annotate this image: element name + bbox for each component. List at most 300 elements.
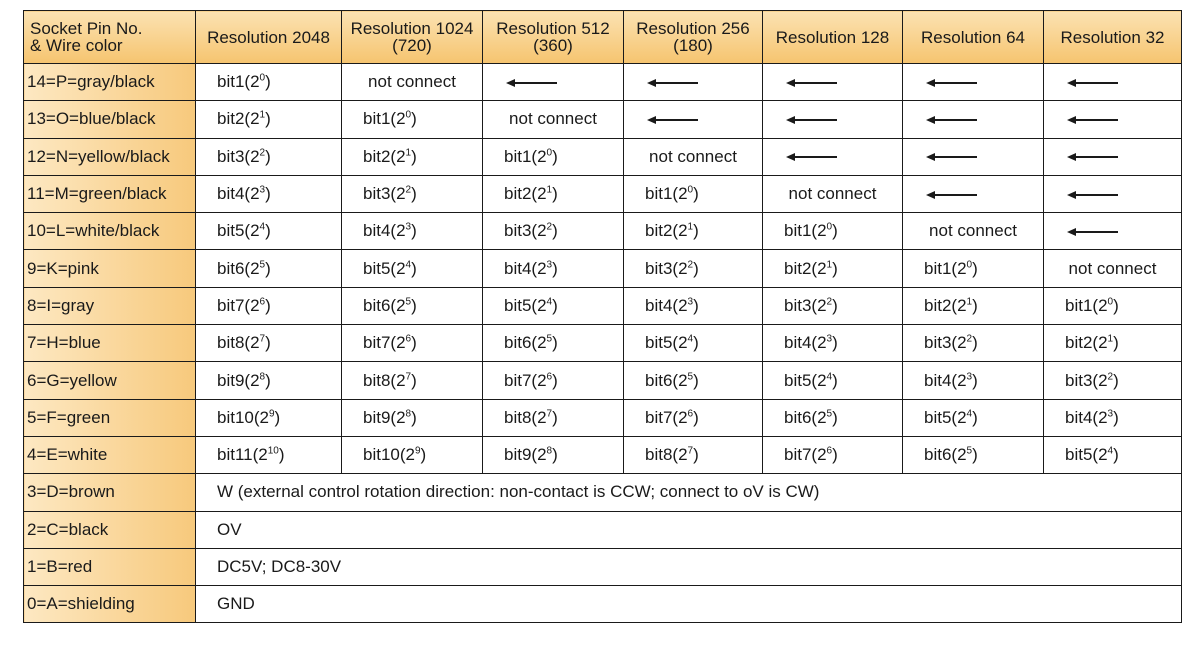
bit-label: bit4(2 (924, 370, 967, 390)
bit-label: bit7(2 (217, 295, 260, 315)
bit-cell (196, 250, 342, 287)
bit-exponent: 4 (259, 221, 266, 233)
bit-label: bit4(2 (1065, 407, 1108, 427)
bit-close: ) (832, 407, 838, 427)
bit-exponent: 4 (966, 408, 973, 420)
bit-cell (763, 213, 903, 250)
bit-cell (196, 138, 342, 175)
bit-exponent: 3 (259, 184, 266, 196)
header-line: Resolution 1024 (350, 19, 474, 38)
bit-label: bit3(2 (504, 221, 547, 241)
bit-cell (763, 250, 903, 287)
table-row (24, 325, 1182, 362)
bit-close: ) (693, 295, 699, 315)
bit-exponent: 2 (687, 258, 694, 270)
table-body (24, 64, 1182, 623)
pin-wire-label: 8=I=gray (24, 287, 196, 324)
bit-exponent: 4 (546, 296, 553, 308)
bit-label: bit6(2 (645, 370, 688, 390)
bit-close: ) (693, 445, 699, 465)
bit-exponent: 2 (405, 184, 412, 196)
bit-close: ) (265, 221, 271, 241)
bit-label: bit9(2 (217, 370, 260, 390)
bit-label: bit5(2 (363, 258, 406, 278)
table-row (24, 250, 1182, 287)
bit-exponent: 4 (1107, 445, 1114, 457)
bit-exponent: 9 (268, 408, 275, 420)
bit-label: bit3(2 (1065, 370, 1108, 390)
bit-close: ) (552, 370, 558, 390)
bit-label: bit7(2 (645, 407, 688, 427)
bit-cell (624, 362, 763, 399)
same-as-left-cell (763, 138, 903, 175)
bit-label: bit8(2 (363, 370, 406, 390)
bit-exponent: 8 (259, 370, 266, 382)
bit-exponent: 1 (826, 258, 833, 270)
bit-close: ) (1113, 333, 1119, 353)
bit-label: bit4(2 (784, 333, 827, 353)
bit-label: bit2(2 (217, 109, 260, 129)
bit-label: bit1(2 (1065, 295, 1108, 315)
bit-label: bit8(2 (504, 407, 547, 427)
bit-label: bit3(2 (924, 333, 967, 353)
bit-close: ) (265, 184, 271, 204)
not-connect-cell: not connect (1044, 250, 1182, 287)
bit-cell (342, 138, 483, 175)
bit-cell (624, 213, 763, 250)
bit-label: bit5(2 (645, 333, 688, 353)
header-line: Resolution 2048 (207, 27, 330, 47)
bit-label: bit5(2 (1065, 445, 1108, 465)
bit-close: ) (1113, 295, 1119, 315)
table-row (24, 586, 1182, 623)
span-value-cell: DC5V; DC8-30V (196, 548, 1182, 585)
bit-exponent: 5 (966, 445, 973, 457)
bit-exponent: 3 (687, 296, 694, 308)
bit-close: ) (265, 258, 271, 278)
bit-exponent: 8 (405, 408, 412, 420)
bit-close: ) (552, 184, 558, 204)
bit-close: ) (693, 370, 699, 390)
bit-close: ) (552, 445, 558, 465)
bit-label: bit4(2 (504, 258, 547, 278)
bit-close: ) (411, 333, 417, 353)
bit-label: bit6(2 (217, 258, 260, 278)
not-connect-cell: not connect (763, 175, 903, 212)
bit-exponent: 2 (966, 333, 973, 345)
pin-wire-label: 2=C=black (24, 511, 196, 548)
bit-close: ) (832, 370, 838, 390)
bit-exponent: 4 (405, 258, 412, 270)
left-arrow-icon (933, 82, 977, 84)
bit-close: ) (832, 445, 838, 465)
bit-close: ) (274, 407, 281, 427)
bit-label: bit3(2 (784, 295, 827, 315)
left-arrow-icon (654, 119, 698, 121)
bit-exponent: 1 (546, 184, 553, 196)
table-row (24, 213, 1182, 250)
bit-close: ) (411, 146, 417, 166)
bit-cell (483, 138, 624, 175)
left-arrow-icon (793, 156, 837, 158)
bit-cell (903, 436, 1044, 473)
same-as-left-cell (763, 64, 903, 101)
header-resolution-7 (1044, 11, 1182, 64)
bit-cell (763, 325, 903, 362)
bit-cell (196, 436, 342, 473)
bit-exponent: 1 (259, 109, 266, 121)
same-as-left-cell (1044, 213, 1182, 250)
bit-exponent: 0 (405, 109, 412, 121)
left-arrow-icon (793, 82, 837, 84)
bit-exponent: 3 (405, 221, 412, 233)
bit-close: ) (972, 407, 978, 427)
pin-wire-label: 4=E=white (24, 436, 196, 473)
bit-cell (763, 399, 903, 436)
bit-exponent: 6 (826, 445, 833, 457)
bit-exponent: 7 (405, 370, 412, 382)
bit-cell (483, 362, 624, 399)
bit-cell (483, 175, 624, 212)
header-line: Socket Pin No. (30, 19, 143, 38)
bit-cell (1044, 436, 1182, 473)
header-row (24, 11, 1182, 64)
bit-exponent: 0 (826, 221, 833, 233)
bit-label: bit1(2 (363, 109, 406, 129)
bit-exponent: 10 (267, 445, 279, 457)
header-resolution-1 (196, 11, 342, 64)
bit-close: ) (1113, 407, 1119, 427)
left-arrow-icon (933, 156, 977, 158)
bit-close: ) (1113, 370, 1119, 390)
same-as-left-cell (1044, 138, 1182, 175)
table-row (24, 175, 1182, 212)
header-line: & Wire color (30, 36, 123, 55)
bit-label: bit2(2 (645, 221, 688, 241)
bit-close: ) (972, 258, 978, 278)
bit-close: ) (265, 146, 271, 166)
header-line: Resolution 256 (636, 19, 750, 38)
bit-label: bit9(2 (363, 407, 406, 427)
bit-label: bit2(2 (363, 146, 406, 166)
same-as-left-cell (624, 101, 763, 138)
table-row (24, 548, 1182, 585)
bit-cell (342, 436, 483, 473)
header-line: (720) (392, 36, 432, 55)
pin-wire-label: 0=A=shielding (24, 586, 196, 623)
bit-cell (342, 325, 483, 362)
bit-exponent: 3 (546, 258, 553, 270)
bit-cell (1044, 287, 1182, 324)
bit-exponent: 7 (687, 445, 694, 457)
bit-exponent: 1 (405, 147, 412, 159)
same-as-left-cell (903, 101, 1044, 138)
bit-close: ) (420, 445, 427, 465)
bit-exponent: 7 (546, 408, 553, 420)
bit-close: ) (411, 221, 417, 241)
bit-close: ) (832, 221, 838, 241)
bit-cell (1044, 399, 1182, 436)
bit-label: bit3(2 (363, 184, 406, 204)
same-as-left-cell (763, 101, 903, 138)
same-as-left-cell (624, 64, 763, 101)
bit-cell (903, 362, 1044, 399)
bit-cell (342, 250, 483, 287)
bit-cell (903, 399, 1044, 436)
bit-cell (342, 175, 483, 212)
left-arrow-icon (1074, 194, 1118, 196)
bit-cell (624, 436, 763, 473)
bit-label: bit2(2 (924, 295, 967, 315)
bit-label: bit7(2 (363, 333, 406, 353)
header-line: Resolution 64 (921, 27, 1025, 47)
bit-exponent: 3 (966, 370, 973, 382)
bit-exponent: 4 (826, 370, 833, 382)
bit-cell (903, 250, 1044, 287)
bit-close: ) (552, 146, 558, 166)
same-as-left-cell (903, 138, 1044, 175)
bit-cell (196, 362, 342, 399)
bit-close: ) (972, 295, 978, 315)
left-arrow-icon (1074, 119, 1118, 121)
table-row (24, 474, 1182, 511)
bit-cell (903, 287, 1044, 324)
bit-cell (1044, 362, 1182, 399)
bit-exponent: 2 (546, 221, 553, 233)
bit-label: bit2(2 (784, 258, 827, 278)
pin-wire-label: 13=O=blue/black (24, 101, 196, 138)
header-resolution-6 (903, 11, 1044, 64)
bit-cell (483, 436, 624, 473)
bit-label: bit3(2 (217, 146, 260, 166)
bit-exponent: 1 (1107, 333, 1114, 345)
bit-close: ) (552, 221, 558, 241)
header-line: (180) (673, 36, 713, 55)
bit-label: bit10(2 (363, 445, 415, 465)
header-resolution-4 (624, 11, 763, 64)
bit-cell (483, 325, 624, 362)
bit-label: bit6(2 (363, 295, 406, 315)
table-row (24, 64, 1182, 101)
header-line: Resolution 128 (775, 27, 890, 47)
bit-exponent: 8 (546, 445, 553, 457)
bit-exponent: 5 (687, 370, 694, 382)
bit-close: ) (265, 370, 271, 390)
bit-close: ) (265, 72, 271, 92)
left-arrow-icon (1074, 156, 1118, 158)
bit-label: bit1(2 (924, 258, 967, 278)
bit-close: ) (552, 407, 558, 427)
bit-cell (624, 399, 763, 436)
bit-label: bit7(2 (784, 445, 827, 465)
header-pin-wire (24, 11, 196, 64)
bit-close: ) (265, 109, 271, 129)
bit-label: bit2(2 (1065, 333, 1108, 353)
bit-exponent: 0 (687, 184, 694, 196)
bit-close: ) (832, 258, 838, 278)
bit-label: bit7(2 (504, 370, 547, 390)
bit-cell (196, 213, 342, 250)
bit-cell (763, 287, 903, 324)
bit-label: bit1(2 (504, 146, 547, 166)
bit-label: bit4(2 (363, 221, 406, 241)
table-row (24, 399, 1182, 436)
pin-wire-label: 6=G=yellow (24, 362, 196, 399)
pin-wire-label: 14=P=gray/black (24, 64, 196, 101)
bit-close: ) (832, 295, 838, 315)
bit-exponent: 6 (687, 408, 694, 420)
pin-wiring-table (23, 10, 1182, 623)
pin-wire-label: 11=M=green/black (24, 175, 196, 212)
bit-label: bit6(2 (504, 333, 547, 353)
bit-exponent: 5 (259, 258, 266, 270)
bit-cell (196, 287, 342, 324)
not-connect-cell: not connect (624, 138, 763, 175)
bit-exponent: 7 (259, 333, 266, 345)
pin-wire-label: 12=N=yellow/black (24, 138, 196, 175)
span-value-cell: GND (196, 586, 1182, 623)
bit-label: bit1(2 (217, 72, 260, 92)
bit-exponent: 9 (414, 445, 421, 457)
bit-label: bit6(2 (924, 445, 967, 465)
bit-cell (196, 399, 342, 436)
bit-exponent: 5 (405, 296, 412, 308)
bit-exponent: 2 (1107, 370, 1114, 382)
bit-close: ) (278, 445, 285, 465)
bit-exponent: 5 (546, 333, 553, 345)
bit-label: bit8(2 (645, 445, 688, 465)
bit-cell (342, 362, 483, 399)
bit-cell (196, 175, 342, 212)
bit-cell (763, 436, 903, 473)
pin-wire-label: 9=K=pink (24, 250, 196, 287)
bit-close: ) (972, 370, 978, 390)
bit-label: bit5(2 (504, 295, 547, 315)
left-arrow-icon (1074, 231, 1118, 233)
bit-exponent: 3 (1107, 408, 1114, 420)
bit-close: ) (693, 221, 699, 241)
table-row (24, 287, 1182, 324)
bit-close: ) (693, 184, 699, 204)
bit-close: ) (411, 370, 417, 390)
bit-exponent: 6 (405, 333, 412, 345)
bit-label: bit5(2 (924, 407, 967, 427)
pin-wire-label: 7=H=blue (24, 325, 196, 362)
table-row (24, 101, 1182, 138)
bit-close: ) (552, 333, 558, 353)
bit-close: ) (411, 109, 417, 129)
bit-close: ) (832, 333, 838, 353)
header-resolution-5 (763, 11, 903, 64)
pin-wire-label: 3=D=brown (24, 474, 196, 511)
bit-exponent: 6 (259, 296, 266, 308)
bit-cell (763, 362, 903, 399)
bit-cell (196, 101, 342, 138)
bit-label: bit2(2 (504, 184, 547, 204)
bit-close: ) (411, 295, 417, 315)
bit-exponent: 0 (259, 72, 266, 84)
bit-cell (903, 325, 1044, 362)
header-line: (360) (533, 36, 573, 55)
left-arrow-icon (933, 119, 977, 121)
bit-cell (483, 250, 624, 287)
bit-label: bit1(2 (784, 221, 827, 241)
bit-cell (342, 101, 483, 138)
bit-exponent: 5 (826, 408, 833, 420)
bit-cell (342, 399, 483, 436)
bit-label: bit4(2 (217, 184, 260, 204)
left-arrow-icon (513, 82, 557, 84)
table-row (24, 511, 1182, 548)
bit-close: ) (265, 295, 271, 315)
bit-label: bit8(2 (217, 333, 260, 353)
bit-close: ) (693, 258, 699, 278)
bit-close: ) (552, 295, 558, 315)
pin-wire-label: 1=B=red (24, 548, 196, 585)
not-connect-cell: not connect (483, 101, 624, 138)
left-arrow-icon (1074, 82, 1118, 84)
bit-label: bit9(2 (504, 445, 547, 465)
bit-close: ) (411, 258, 417, 278)
bit-cell (196, 325, 342, 362)
left-arrow-icon (933, 194, 977, 196)
bit-cell (483, 399, 624, 436)
bit-exponent: 0 (1107, 296, 1114, 308)
pin-wire-label: 5=F=green (24, 399, 196, 436)
bit-close: ) (972, 333, 978, 353)
header-line: Resolution 32 (1060, 27, 1165, 47)
bit-exponent: 0 (546, 147, 553, 159)
same-as-left-cell (483, 64, 624, 101)
bit-close: ) (552, 258, 558, 278)
bit-close: ) (972, 445, 978, 465)
bit-exponent: 2 (826, 296, 833, 308)
bit-exponent: 2 (259, 147, 266, 159)
same-as-left-cell (1044, 175, 1182, 212)
bit-close: ) (265, 333, 271, 353)
bit-cell (624, 175, 763, 212)
bit-cell (624, 250, 763, 287)
same-as-left-cell (1044, 64, 1182, 101)
same-as-left-cell (903, 64, 1044, 101)
table-row (24, 436, 1182, 473)
same-as-left-cell (903, 175, 1044, 212)
bit-exponent: 1 (687, 221, 694, 233)
bit-exponent: 6 (546, 370, 553, 382)
left-arrow-icon (654, 82, 698, 84)
header-line: Resolution 512 (496, 19, 610, 38)
pin-wire-label: 10=L=white/black (24, 213, 196, 250)
span-value-cell: W (external control rotation direction: non-contact is CCW; connect to oV is CW) (196, 474, 1182, 511)
not-connect-cell: not connect (342, 64, 483, 101)
table-row (24, 362, 1182, 399)
bit-cell (483, 287, 624, 324)
bit-close: ) (411, 407, 417, 427)
bit-close: ) (411, 184, 417, 204)
same-as-left-cell (1044, 101, 1182, 138)
table-row (24, 138, 1182, 175)
bit-cell (342, 213, 483, 250)
bit-close: ) (1113, 445, 1119, 465)
bit-label: bit11(2 (217, 445, 268, 465)
header-resolution-2 (342, 11, 483, 64)
bit-close: ) (693, 407, 699, 427)
not-connect-cell: not connect (903, 213, 1044, 250)
bit-label: bit6(2 (784, 407, 827, 427)
left-arrow-icon (793, 119, 837, 121)
bit-cell (483, 213, 624, 250)
bit-close: ) (693, 333, 699, 353)
